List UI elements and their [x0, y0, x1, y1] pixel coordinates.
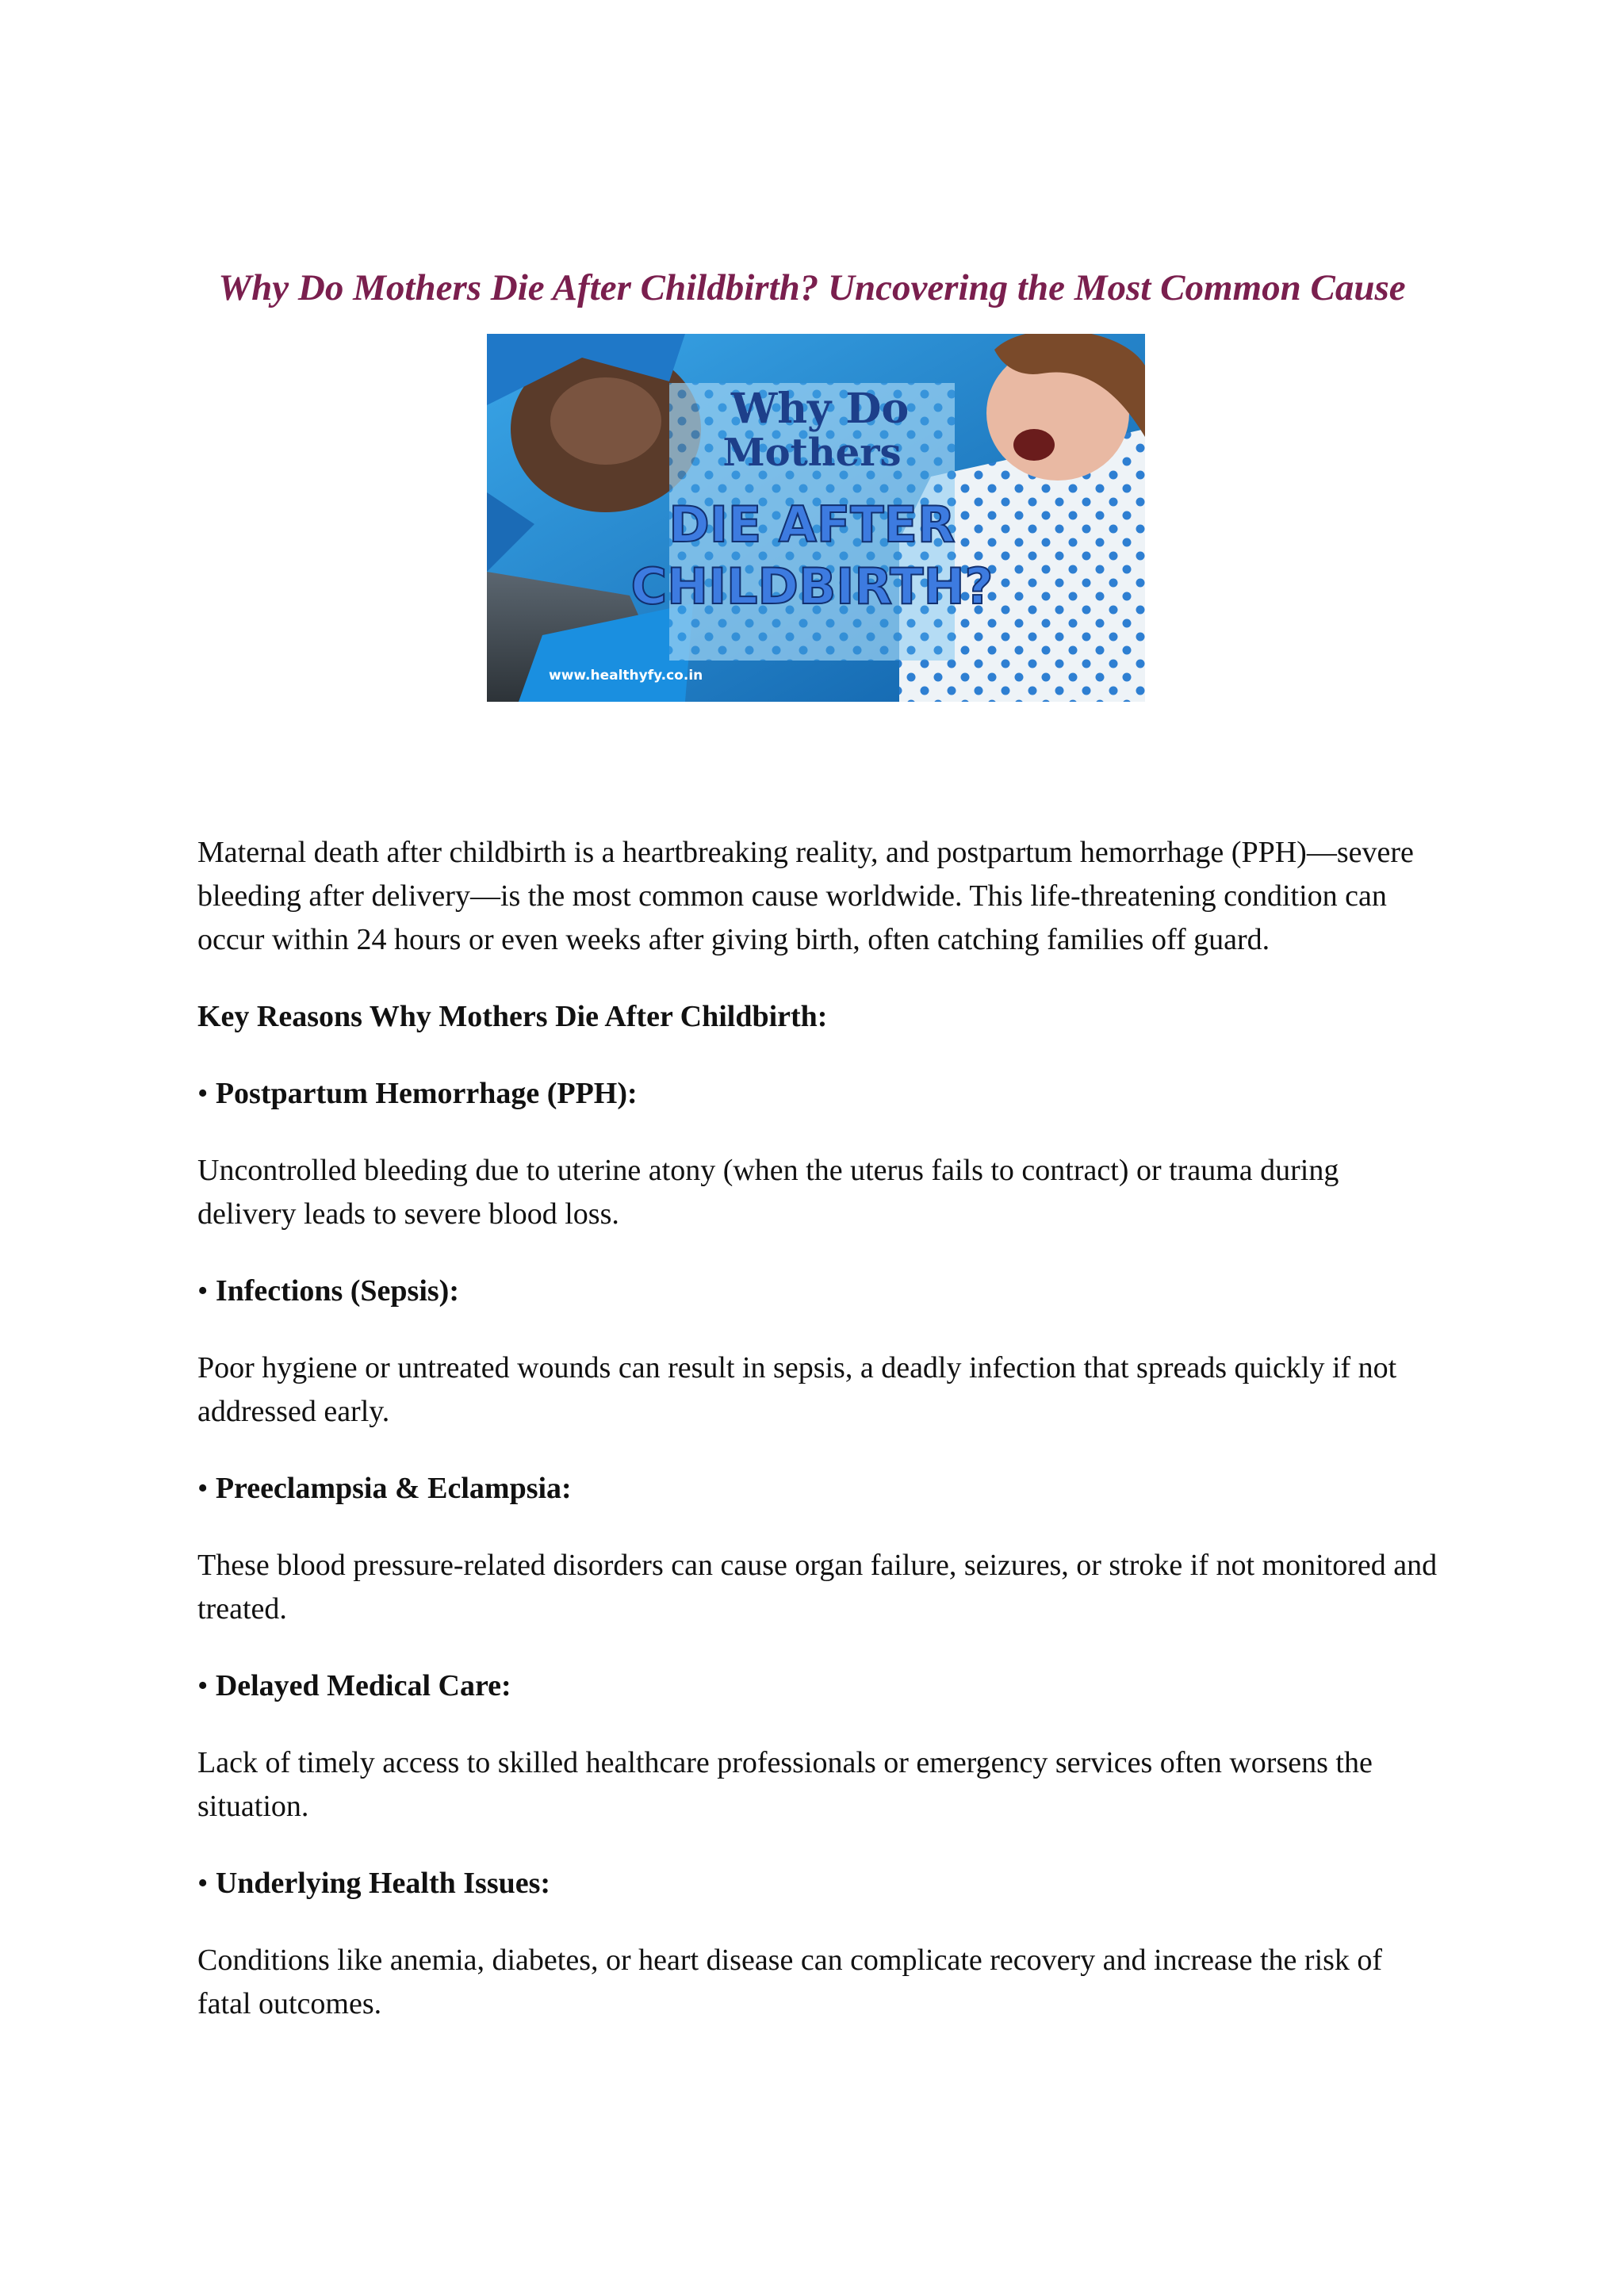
- hero-line-1: Why Do: [730, 385, 910, 433]
- reason-title-text: Underlying Health Issues:: [215, 1867, 551, 1900]
- bullet-symbol: •: [197, 1472, 209, 1505]
- reason-title-text: Preeclampsia & Eclampsia:: [215, 1472, 572, 1505]
- hero-website: www.healthyfy.co.in: [549, 668, 703, 684]
- hero-line-4: CHILDBIRTH?: [630, 557, 994, 615]
- reason-title-text: Postpartum Hemorrhage (PPH):: [215, 1077, 638, 1110]
- bullet-symbol: •: [197, 1867, 209, 1900]
- hero-line-2: Mothers: [722, 431, 902, 475]
- reason-text-1: Uncontrolled bleeding due to uterine atony (when the uterus fails to contract) or trauma during delivery leads to severe blood loss.: [197, 1154, 1339, 1231]
- hero-image: [487, 334, 1145, 702]
- reason-title-2: [197, 1270, 1442, 1313]
- reason-title-5: [197, 1862, 1442, 1905]
- reason-text-4: Lack of timely access to skilled healthcare professionals or emergency services often worsens the situation.: [197, 1746, 1373, 1823]
- article-title: Why Do Mothers Die After Childbirth? Uncovering the Most Common Cause: [218, 267, 1406, 308]
- reason-text-5: Conditions like anemia, diabetes, or heart disease can complicate recovery and increase the risk of fatal outcomes.: [197, 1944, 1383, 2020]
- reason-text-3: These blood pressure-related disorders can cause organ failure, seizures, or stroke if not monitored and treated.: [197, 1549, 1438, 1626]
- reason-title-text: Infections (Sepsis):: [215, 1274, 459, 1308]
- bullet-symbol: •: [197, 1274, 209, 1308]
- reason-title-text: Delayed Medical Care:: [215, 1669, 511, 1702]
- reason-title-4: [197, 1664, 1442, 1708]
- hero-line-3: DIE AFTER: [668, 496, 956, 553]
- reason-text-2: Poor hygiene or untreated wounds can result in sepsis, a deadly infection that spreads quickly if not addressed early.: [197, 1351, 1397, 1428]
- reason-title-3: [197, 1467, 1442, 1511]
- reason-title-1: [197, 1072, 1442, 1116]
- article-body: [197, 831, 1442, 2059]
- intro-paragraph: Maternal death after childbirth is a heartbreaking reality, and postpartum hemorrhage (PPH)—severe bleeding after delivery—is the most common cause worldwide. This life-threatening condition can occur within 24 hours or even weeks after giving birth, often catching families off guard.: [197, 836, 1414, 956]
- bullet-symbol: •: [197, 1077, 209, 1110]
- section-heading: Key Reasons Why Mothers Die After Childbirth:: [197, 1000, 828, 1033]
- bullet-symbol: •: [197, 1669, 209, 1702]
